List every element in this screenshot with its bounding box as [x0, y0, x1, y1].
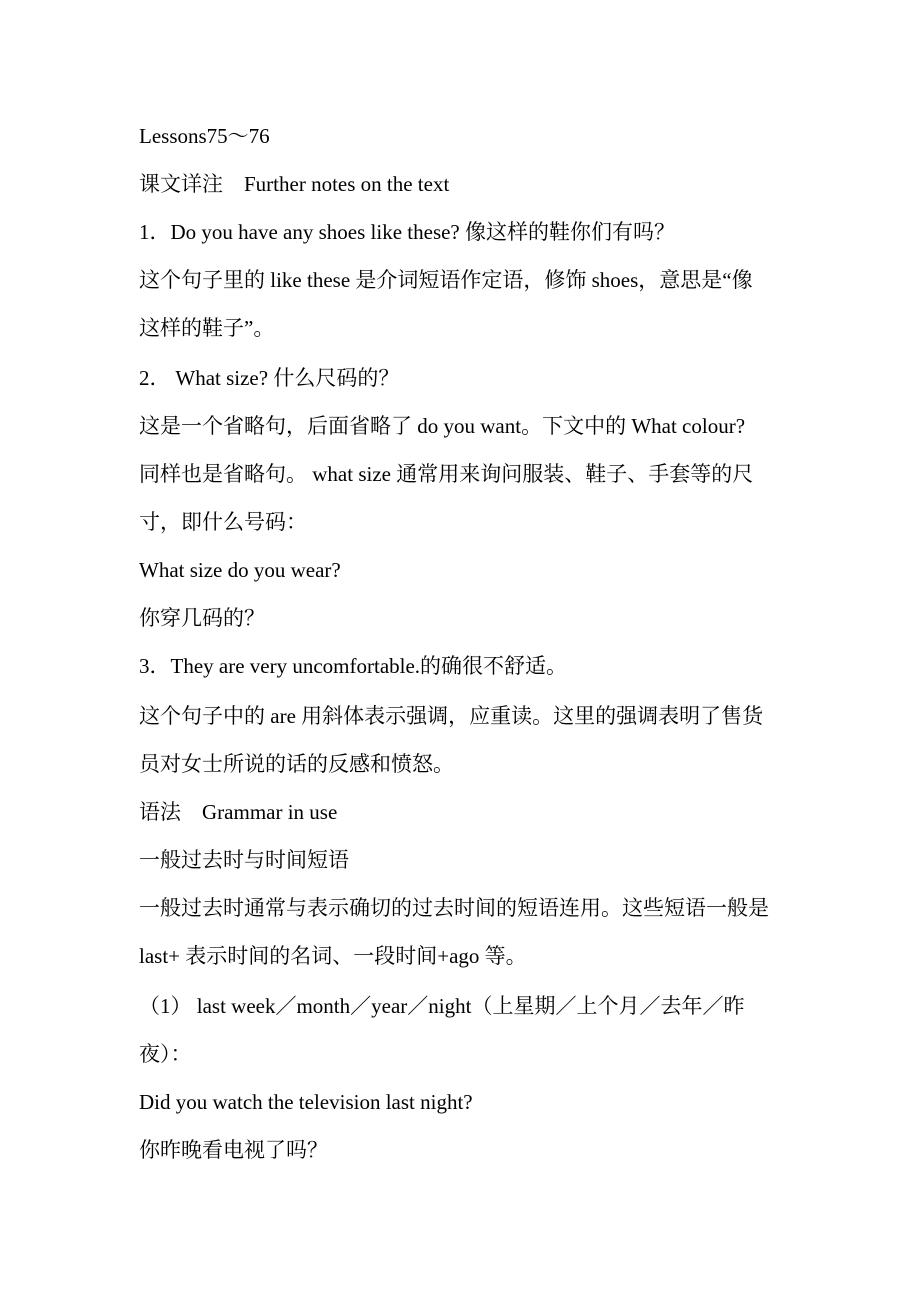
- section-heading-grammar: 语法 Grammar in use: [139, 800, 338, 824]
- note-1-heading: 1．Do you have any shoes like these? 像这样的鞋你们有吗？: [139, 220, 676, 244]
- note-2-body-line: 这是一个省略句，后面省略了 do you want。下文中的 What colour?: [139, 414, 746, 438]
- grammar-body-line: last+ 表示时间的名词、一段时间+ago 等。: [139, 944, 527, 968]
- note-2-body-line: 寸，即什么号码：: [139, 510, 307, 534]
- example-sentence: What size do you wear?: [139, 558, 341, 582]
- note-2-body-line: 同样也是省略句。 what size 通常用来询问服装、鞋子、手套等的尺: [139, 462, 754, 486]
- note-3-heading: 3．They are very uncomfortable.的确很不舒适。: [139, 654, 568, 678]
- note-3-body-line: 员对女士所说的话的反感和愤怒。: [139, 752, 454, 776]
- note-3-body-line: 这个句子中的 are 用斜体表示强调，应重读。这里的强调表明了售货: [139, 704, 764, 728]
- grammar-item-1-continued: 夜）：: [139, 1042, 192, 1066]
- note-1-body-line: 这样的鞋子”。: [139, 316, 275, 340]
- grammar-item-1: （1） last week／month／year／night（上星期／上个月／去年／昨: [139, 994, 745, 1018]
- note-2-heading: 2． What size? 什么尺码的？: [139, 366, 400, 390]
- lesson-title: Lessons75～76: [139, 124, 270, 148]
- grammar-body-line: 一般过去时通常与表示确切的过去时间的短语连用。这些短语一般是: [139, 896, 769, 920]
- note-1-body-line: 这个句子里的 like these 是介词短语作定语，修饰 shoes，意思是“像: [139, 268, 753, 292]
- example-translation: 你昨晚看电视了吗？: [139, 1138, 328, 1162]
- grammar-subheading: 一般过去时与时间短语: [139, 848, 349, 872]
- section-heading-notes: 课文详注 Further notes on the text: [139, 172, 450, 196]
- example-translation: 你穿几码的？: [139, 606, 265, 630]
- example-sentence: Did you watch the television last night?: [139, 1090, 473, 1114]
